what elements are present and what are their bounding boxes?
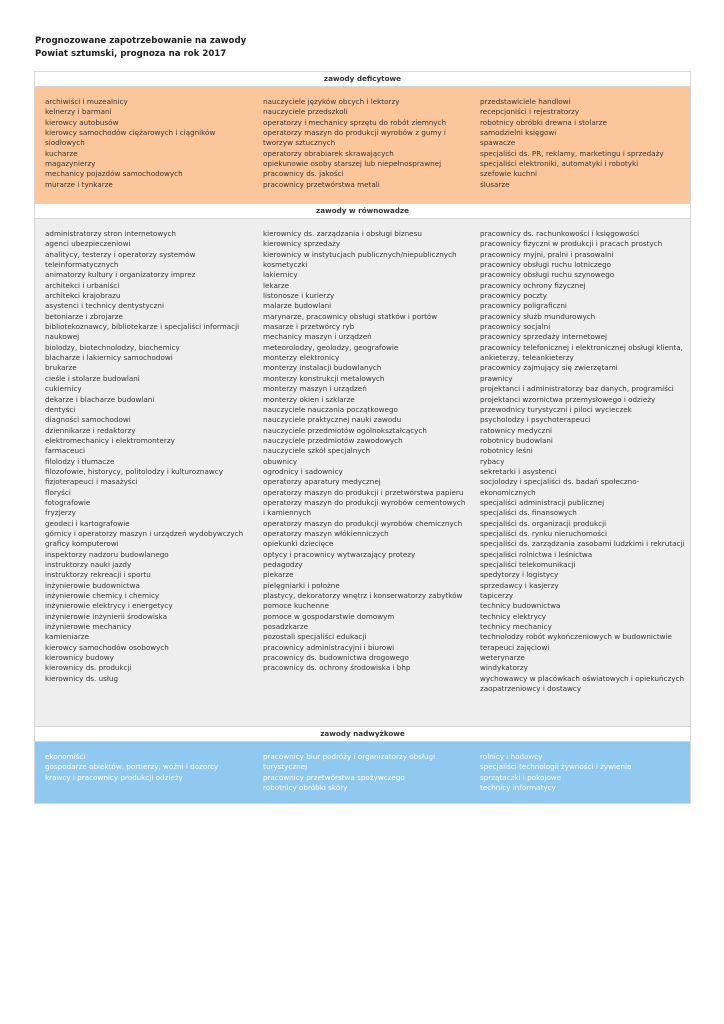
occupation-item: operatorzy maszyn włókienniczych xyxy=(263,528,389,538)
occupation-item: dekarze i blacharze budowlani xyxy=(45,394,155,404)
occupation-item: administratorzy stron internetowych xyxy=(45,229,176,238)
occupation-item: kierownicy sprzedaży xyxy=(263,239,341,249)
page-subtitle: Powiat sztumski, prognoza na rok 2017 xyxy=(35,48,227,59)
occupation-item: nauczyciele nauczania początkowego xyxy=(263,404,398,414)
occupation-item: weterynarze xyxy=(480,653,525,663)
occupation-item: kierowcy samochodów ciężarowych i ciągników siodłowych xyxy=(45,128,216,148)
occupation-item: piekarze xyxy=(263,570,294,580)
occupation-item: kosmetyczki xyxy=(263,260,308,270)
occupation-item: technicy elektrycy xyxy=(480,611,547,621)
occupation-item: pracownicy ds. ochrony środowiska i bhp xyxy=(263,663,411,673)
occupation-item: kierownicy ds. usług xyxy=(45,673,119,683)
occupation-item: pracownicy zajmujący się zwierzętami xyxy=(480,363,618,373)
occupation-item: analitycy, testerzy i operatorzy systemów teleinformatycznych xyxy=(45,249,196,270)
occupation-item: dentyści xyxy=(45,404,76,414)
occupation-item: ogrodnicy i sadownicy xyxy=(263,466,343,476)
deficit-title: zawody deficytowe xyxy=(35,72,690,87)
surplus-col-2 xyxy=(253,752,470,797)
occupation-item: projektanci i administratorzy baz danych, programiści xyxy=(480,384,674,394)
occupation-item: mechanicy pojazdów samochodowych xyxy=(45,169,183,179)
occupation-item: pracownicy obsługi ruchu lotniczego xyxy=(480,260,612,270)
occupation-item: inżynierowie mechanicy xyxy=(45,622,132,632)
occupation-item: specjaliści technologii żywności i żywienia xyxy=(480,762,632,772)
surplus-col-3 xyxy=(470,752,690,797)
occupation-item: operatorzy obrabiarek skrawających xyxy=(263,148,394,158)
balance-section xyxy=(35,204,690,727)
occupation-item: graficy komputerowi xyxy=(45,539,119,549)
occupation-item: cukiernicy xyxy=(45,384,82,394)
occupation-item: marynarze, pracownicy obsługi statków i portów xyxy=(263,311,438,321)
deficit-body xyxy=(35,87,690,204)
occupation-item: optycy i pracownicy wytwarzający protezy xyxy=(263,549,416,559)
occupation-item: robotnicy leśni xyxy=(480,446,533,456)
surplus-body xyxy=(35,742,690,803)
occupation-item: specjaliści ds. rynku nieruchomości xyxy=(480,528,607,538)
balance-title: zawody w równowadze xyxy=(35,204,690,219)
occupation-item: projektanci wzornictwa przemysłowego i odzieży xyxy=(480,394,656,404)
occupation-item: pedagodzy xyxy=(263,560,303,569)
occupation-item: sekretarki i asystenci xyxy=(480,466,557,476)
occupation-item: operatorzy maszyn do produkcji wyrobów z gumy i tworzyw sztucznych xyxy=(263,128,446,148)
occupation-item: windykatorzy xyxy=(480,663,528,673)
occupation-item: pracownicy ds. jakości xyxy=(263,169,344,179)
occupation-item: sprzedawcy i kasjerzy xyxy=(480,580,559,590)
occupation-item: recepcjoniści i rejestratorzy xyxy=(480,107,580,117)
occupation-item: ratownicy medyczni xyxy=(480,425,553,435)
occupation-item: spedytorzy i logistycy xyxy=(480,570,559,580)
occupation-item: tapicerzy xyxy=(480,591,514,601)
occupation-item: nauczyciele praktycznej nauki zawodu xyxy=(263,415,402,425)
occupation-item: specjaliści administracji publicznej xyxy=(480,497,605,507)
occupation-item: pracownicy telefonicznej i elektronicznej obsługi klienta, ankieterzy, teleankieterzy xyxy=(480,342,683,363)
occupation-item: inżynierowie chemicy i chemicy xyxy=(45,591,160,601)
occupation-item: inżynierowie budownictwa xyxy=(45,580,140,590)
occupation-item: betoniarze i zbrojarze xyxy=(45,311,123,321)
occupation-item: mechanicy maszyn i urządzeń xyxy=(263,332,372,342)
occupation-item: pomoce kuchenne xyxy=(263,601,329,611)
occupation-item: lekarze xyxy=(263,280,290,290)
occupation-item: pracownicy służb mundurowych xyxy=(480,311,596,321)
forecast-table xyxy=(34,71,691,804)
occupation-item: instruktorzy nauki jazdy xyxy=(45,560,132,569)
occupation-item: nauczyciele języków obcych i lektorzy xyxy=(263,97,400,106)
occupation-item: kierownicy budowy xyxy=(45,653,114,663)
occupation-item: ślusarze xyxy=(480,179,510,189)
occupation-item: rolnicy i hodowcy xyxy=(480,752,543,761)
occupation-item: pracownicy myjni, pralni i prasowalni xyxy=(480,249,614,259)
occupation-item: operatorzy aparatury medycznej xyxy=(263,477,381,487)
occupation-item: obuwnicy xyxy=(263,456,298,466)
occupation-item: prawnicy xyxy=(480,373,513,383)
occupation-item: masarze i przetwórcy ryb xyxy=(263,322,355,332)
occupation-item: architekci krajobrazu xyxy=(45,291,121,301)
occupation-item: operatorzy maszyn do produkcji wyrobów chemicznych xyxy=(263,518,463,528)
occupation-item: pracownicy poligraficzni xyxy=(480,301,567,311)
occupation-item: diagności samochodowi xyxy=(45,415,131,425)
occupation-item: dziennikarze i redaktorzy xyxy=(45,425,136,435)
occupation-item: operatorzy maszyn do produkcji i przetwórstwa papieru xyxy=(263,487,464,497)
balance-col-1 xyxy=(35,229,253,720)
occupation-item: specjaliści ds. finansowych xyxy=(480,508,577,518)
deficit-col-2 xyxy=(253,97,470,197)
occupation-item: geodeci i kartografowie xyxy=(45,518,130,528)
occupation-item: samodzielni księgowi xyxy=(480,128,557,138)
occupation-item: nauczyciele szkół specjalnych xyxy=(263,446,371,456)
occupation-item: monterzy instalacji budowlanych xyxy=(263,363,382,373)
occupation-item: pracownicy socjalni xyxy=(480,322,551,332)
occupation-item: filolodzy i tłumacze xyxy=(45,456,115,466)
occupation-item: pracownicy przetwórstwa spożywczego xyxy=(263,772,405,782)
occupation-item: pozostali specjaliści edukacji xyxy=(263,632,367,642)
occupation-item: robotnicy budowlani xyxy=(480,435,553,445)
occupation-item: opiekunki dziecięce xyxy=(263,539,334,549)
occupation-item: gospodarze obiektów, portierzy, woźni i dozorcy xyxy=(45,762,219,772)
occupation-item: elektromechanicy i elektromonterzy xyxy=(45,435,175,445)
occupation-item: pracownicy obsługi ruchu szynowego xyxy=(480,270,615,280)
surplus-col-1 xyxy=(35,752,253,797)
occupation-item: specjaliści telekomunikacji xyxy=(480,560,576,569)
occupation-item: rybacy xyxy=(480,456,505,466)
occupation-item: fizjoterapeuci i masażyści xyxy=(45,477,138,487)
deficit-section xyxy=(35,72,690,204)
occupation-item: cieśle i stolarze budowlani xyxy=(45,373,140,383)
occupation-item: specjaliści ds. organizacji produkcji xyxy=(480,518,607,528)
occupation-item: farmaceuci xyxy=(45,446,86,456)
occupation-item: biolodzy, biotechnolodzy, biochemicy xyxy=(45,342,180,352)
occupation-item: kucharze xyxy=(45,148,78,158)
occupation-item: murarze i tynkarze xyxy=(45,179,113,189)
occupation-item: pielęgniarki i położne xyxy=(263,580,340,590)
occupation-item: pracownicy przetwórstwa metali xyxy=(263,179,380,189)
surplus-title: zawody nadwyżkowe xyxy=(35,727,690,742)
occupation-item: bibliotekoznawcy, bibliotekarze i specjaliści informacji naukowej xyxy=(45,322,240,342)
occupation-item: animatorzy kultury i organizatorzy imprez xyxy=(45,270,196,280)
occupation-item: specjaliści rolnictwa i leśnictwa xyxy=(480,549,593,559)
occupation-item: inżynierowie inżynierii środowiska xyxy=(45,611,168,621)
occupation-item: kierowcy autobusów xyxy=(45,117,119,127)
occupation-item: nauczyciele przedmiotów zawodowych xyxy=(263,435,403,445)
occupation-item: asystenci i technicy dentystyczni xyxy=(45,301,164,311)
occupation-item: specjaliści ds. PR, reklamy, marketingu i sprzedaży xyxy=(480,148,664,158)
occupation-item: operatorzy maszyn do produkcji wyrobów cementowych i kamiennych xyxy=(263,497,466,518)
occupation-item: lakiernicy xyxy=(263,270,298,280)
occupation-item: inżynierowie elektrycy i energetycy xyxy=(45,601,173,611)
occupation-item: pracownicy ds. budownictwa drogowego xyxy=(263,653,409,663)
occupation-item: psycholodzy i psychoterapeuci xyxy=(480,415,591,425)
occupation-item: architekci i urbaniści xyxy=(45,280,120,290)
occupation-item: specjaliści ds. zarządzania zasobami ludzkimi i rekrutacji xyxy=(480,539,685,549)
occupation-item: inspektorzy nadzoru budowlanego xyxy=(45,549,169,559)
occupation-item: archiwiści i muzealnicy xyxy=(45,97,128,106)
occupation-item: krawcy i pracownicy produkcji odzieży xyxy=(45,772,183,782)
occupation-item: monterzy elektronicy xyxy=(263,353,340,363)
occupation-item: kierowcy samochodów osobowych xyxy=(45,642,169,652)
occupation-item: malarze budowlani xyxy=(263,301,332,311)
occupation-item: ekonomiści xyxy=(45,752,86,761)
occupation-item: kierownicy w instytucjach publicznych/niepublicznych xyxy=(263,249,457,259)
occupation-item: nauczyciele przedmiotów ogólnokształcących xyxy=(263,425,427,435)
occupation-item: szefowie kuchni xyxy=(480,169,538,179)
occupation-item: fryzjerzy xyxy=(45,508,76,518)
occupation-item: zaopatrzeniowcy i dostawcy xyxy=(480,684,582,694)
occupation-item: technicy informatycy xyxy=(480,783,556,793)
occupation-item: posadzkarze xyxy=(263,622,309,632)
occupation-item: pracownicy biur podróży i organizatorzy obsługi turystycznej xyxy=(263,752,436,772)
occupation-item: pracownicy ds. rachunkowości i księgowości xyxy=(480,229,640,238)
occupation-item: terapeuci zajęciowi xyxy=(480,642,550,652)
occupation-item: pracownicy poczty xyxy=(480,291,547,301)
occupation-item: opiekunowie osoby starszej lub niepełnosprawnej xyxy=(263,159,442,169)
occupation-item: monterzy konstrukcji metalowych xyxy=(263,373,385,383)
occupation-item: robotnicy obróbki skóry xyxy=(263,783,348,793)
occupation-item: spawacze xyxy=(480,138,516,148)
occupation-item: przedstawiciele handlowi xyxy=(480,97,571,106)
occupation-item: pracownicy fizyczni w produkcji i pracach prostych xyxy=(480,239,663,249)
occupation-item: kierownicy ds. zarządzania i obsługi biznesu xyxy=(263,229,422,238)
page-header xyxy=(35,35,246,60)
balance-body xyxy=(35,219,690,727)
occupation-item: fotografowie xyxy=(45,497,91,507)
occupation-item: wychowawcy w placówkach oświatowych i opiekuńczych xyxy=(480,673,685,683)
occupation-item: meteorolodzy, geolodzy, geografowie xyxy=(263,342,399,352)
occupation-item: floryści xyxy=(45,487,71,497)
occupation-item: listonosze i kurierzy xyxy=(263,291,335,301)
occupation-item: monterzy maszyn i urządzeń xyxy=(263,384,367,394)
balance-col-3 xyxy=(470,229,690,720)
occupation-item: specjaliści elektroniki, automatyki i robotyki xyxy=(480,159,639,169)
occupation-item: pracownicy administracyjni i biurowi xyxy=(263,642,395,652)
occupation-item: operatorzy i mechanicy sprzętu do robót ziemnych xyxy=(263,117,447,127)
surplus-section xyxy=(35,727,690,803)
occupation-item: kamieniarze xyxy=(45,632,89,642)
deficit-col-3 xyxy=(470,97,690,197)
occupation-item: blacharze i lakiernicy samochodowi xyxy=(45,353,173,363)
occupation-item: kelnerzy i barmani xyxy=(45,107,112,117)
occupation-item: technicy budownictwa xyxy=(480,601,561,611)
occupation-item: nauczyciele przedszkoli xyxy=(263,107,348,117)
occupation-item: kierownicy ds. produkcji xyxy=(45,663,132,673)
occupation-item: plastycy, dekoratorzy wnętrz i konserwatorzy zabytków xyxy=(263,591,463,601)
occupation-item: pracownicy sprzedaży internetowej xyxy=(480,332,608,342)
occupation-item: pracownicy ochrony fizycznej xyxy=(480,280,586,290)
occupation-item: agenci ubezpieczeniowi xyxy=(45,239,131,249)
occupation-item: instruktorzy rekreacji i sportu xyxy=(45,570,151,580)
occupation-item: przewodnicy turystyczni i piloci wycieczek xyxy=(480,404,632,414)
occupation-item: sprzątaczki i pokojowe xyxy=(480,772,562,782)
occupation-item: technicy mechanicy xyxy=(480,622,552,632)
occupation-item: pomoce w gospodarstwie domowym xyxy=(263,611,395,621)
occupation-item: monterzy okien i szklarze xyxy=(263,394,355,404)
deficit-col-1 xyxy=(35,97,253,197)
balance-col-2 xyxy=(253,229,470,720)
occupation-item: filozofowie, historycy, politolodzy i kulturoznawcy xyxy=(45,466,223,476)
occupation-item: robotnicy obróbki drewna i stolarze xyxy=(480,117,607,127)
page-title: Prognozowane zapotrzebowanie na zawody xyxy=(35,36,247,46)
occupation-item: górnicy i operatorzy maszyn i urządzeń wydobywczych xyxy=(45,528,244,538)
occupation-item: socjolodzy i specjaliści ds. badań społeczno-ekonomicznych xyxy=(480,477,640,497)
occupation-item: brukarze xyxy=(45,363,77,373)
occupation-item: technolodzy robót wykończeniowych w budownictwie xyxy=(480,632,672,642)
occupation-item: magazynierzy xyxy=(45,159,96,169)
